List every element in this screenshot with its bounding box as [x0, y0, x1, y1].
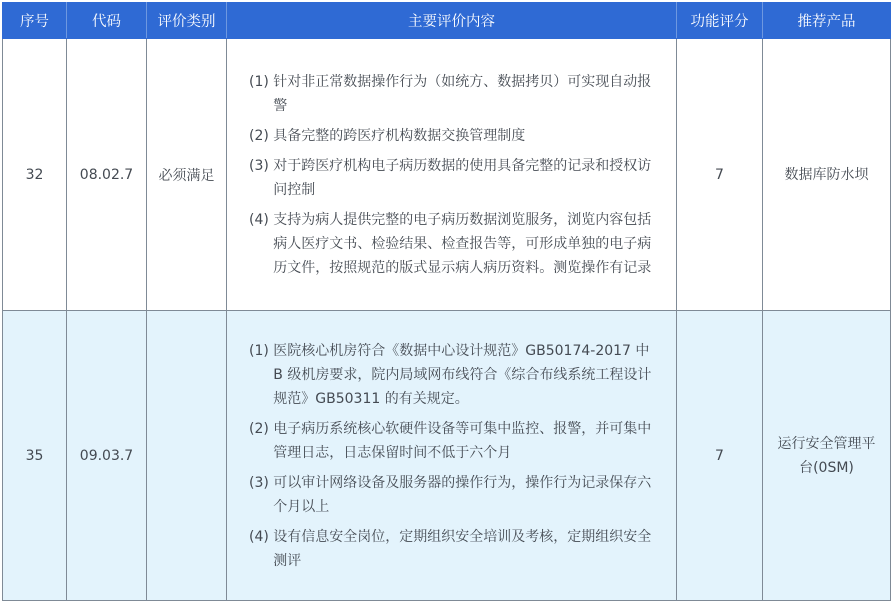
- cell-code: 08.02.7: [67, 39, 147, 311]
- header-content: 主要评价内容: [227, 3, 677, 39]
- cell-seq: 35: [3, 311, 67, 601]
- cell-category: [147, 311, 227, 601]
- table-row: [3, 311, 891, 601]
- cell-code: 09.03.7: [67, 311, 147, 601]
- item-number: (3): [249, 157, 274, 174]
- cell-content: [227, 39, 677, 311]
- item-text: 支持为病人提供完整的电子病历数据浏览服务，浏览内容包括病人医疗文书、检验结果、检查报告等，可形成单独的电子病历文件，按照规范的版式显示病人病历资料。测览操作有记录: [273, 211, 652, 276]
- item-text: 设有信息安全岗位，定期组织安全培训及考核，定期组织安全测评: [273, 528, 652, 569]
- item-text: 电子病历系统核心软硬件设备等可集中监控、报警，并可集中管理日志，日志保留时间不低于六个月: [273, 420, 652, 461]
- item-text: 可以审计网络设备及服务器的操作行为，操作行为记录保存六个月以上: [273, 474, 652, 515]
- header-row: [3, 3, 891, 39]
- content-item: [249, 417, 656, 465]
- item-number: (3): [249, 474, 274, 491]
- item-number: (1): [249, 342, 274, 359]
- cell-seq: 32: [3, 39, 67, 311]
- content-item: [249, 124, 656, 148]
- header-seq: 序号: [3, 3, 67, 39]
- item-number: (2): [249, 420, 274, 437]
- cell-score: 7: [677, 39, 763, 311]
- content-item: [249, 339, 656, 411]
- header-category: 评价类别: [147, 3, 227, 39]
- item-number: (2): [249, 127, 274, 144]
- item-text: 针对非正常数据操作行为（如统方、数据拷贝）可实现自动报警: [273, 73, 652, 114]
- content-item: [249, 208, 656, 280]
- cell-content: [227, 311, 677, 601]
- item-number: (1): [249, 73, 274, 90]
- item-number: (4): [249, 211, 274, 228]
- header-code: 代码: [67, 3, 147, 39]
- cell-product: 数据库防水坝: [763, 39, 891, 311]
- header-product: 推荐产品: [763, 3, 891, 39]
- cell-category: 必须满足: [147, 39, 227, 311]
- evaluation-table: [2, 2, 891, 601]
- header-score: 功能评分: [677, 3, 763, 39]
- item-number: (4): [249, 528, 274, 545]
- content-item: [249, 70, 656, 118]
- item-text: 医院核心机房符合《数据中心设计规范》GB50174-2017 中 B 级机房要求，院内局域网布线符合《综合布线系统工程设计规范》GB50311 的有关规定。: [273, 342, 652, 407]
- cell-score: 7: [677, 311, 763, 601]
- content-item: [249, 154, 656, 202]
- item-text: 具备完整的跨医疗机构数据交换管理制度: [273, 127, 526, 144]
- cell-product: 运行安全管理平台(0SM): [763, 311, 891, 601]
- item-text: 对于跨医疗机构电子病历数据的使用具备完整的记录和授权访问控制: [273, 157, 652, 198]
- content-item: [249, 471, 656, 519]
- table-row: [3, 39, 891, 311]
- content-item: [249, 525, 656, 573]
